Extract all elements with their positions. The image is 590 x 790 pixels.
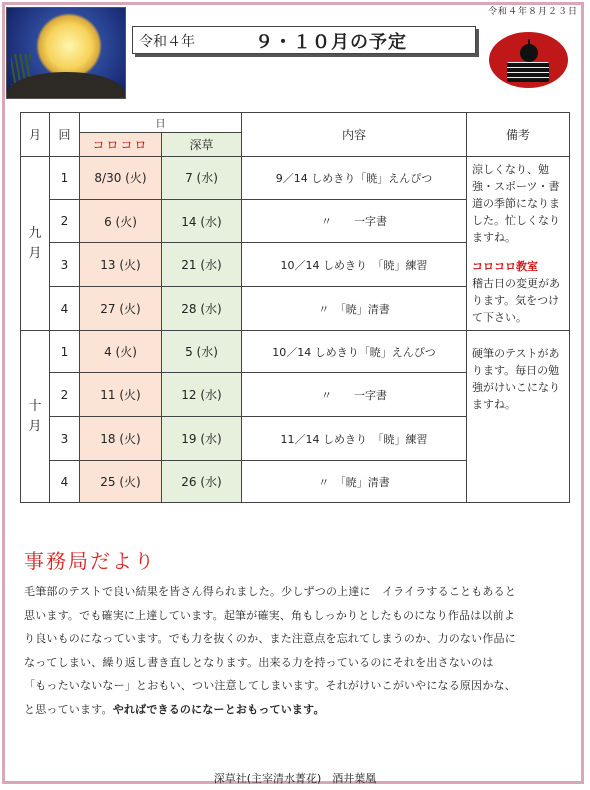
news-body <box>24 580 584 721</box>
header-shin: 深草 <box>162 133 242 157</box>
issue-date: 令和４年８月２３日 <box>487 7 578 17</box>
title-year: 令和４年 <box>139 34 195 50</box>
news-line-last: と思っています。やればできるのになーとおもっています。 <box>24 702 325 716</box>
header-month: 月 <box>21 113 50 157</box>
news-line: り良いものになっています。でも力を抜くのか、また注意点を忘れてしまうのか、力のない作品に <box>24 632 516 645</box>
notes-highlight: コロコロ教室 <box>472 260 538 273</box>
table-row: 3 13 (火) 21 (水) 10／14 しめきり 「暁」練習 <box>21 243 570 287</box>
news-line: 毛筆部のテストで良い結果を皆さん得られました。少しずつの上達に イライラすることもあると <box>24 585 517 598</box>
notes-october: 硬筆のテストがあります。毎日の勉強がけいこになりますね。 <box>467 331 570 503</box>
table-row: 3 18 (火) 19 (水) 11／14 しめきり 「暁」練習 <box>21 417 570 461</box>
news-heading: 事務局だより <box>24 549 156 573</box>
header-content: 内容 <box>242 113 467 157</box>
header-day: 日 <box>80 113 242 133</box>
news-line: 思います。でも確実に上達しています。起筆が確実、角もしっかりとしたものになり作品は以前よ <box>24 608 516 622</box>
news-line: なってしまい、繰り返し書き直しとなります。出来る力を持っているのにそれを出さないのは <box>24 655 494 669</box>
header-koro: コロコロ <box>80 133 162 157</box>
table-row: 九 月 1 8/30 (火) 7 (水) 9／14 しめきり「暁」えんぴつ 涼しくなり、勉強・スポーツ・書道の季節になりました。忙しくなりますね。 コロコロ教室 稽古日の変更があります。気をつけて下さい。 <box>21 157 570 200</box>
signature: 深草社(主宰清水菁花) 酒井葉凰 <box>213 772 377 785</box>
moon-illustration <box>6 7 126 99</box>
books-icon <box>507 62 549 82</box>
apple-icon <box>520 44 538 62</box>
month-oct: 十 月 <box>21 331 50 503</box>
table-row: 2 11 (火) 12 (水) 〃 一字書 <box>21 373 570 417</box>
notes-september: 涼しくなり、勉強・スポーツ・書道の季節になりました。忙しくなりますね。 コロコロ教室 稽古日の変更があります。気をつけて下さい。 <box>467 157 570 331</box>
news-emphasis: やればできるのになーとおもっています。 <box>112 702 325 716</box>
title-months: ９・１０月の予定 <box>255 32 407 53</box>
page-title <box>132 26 476 54</box>
month-sep: 九 月 <box>21 157 50 331</box>
table-row: 4 25 (火) 26 (水) 〃 「暁」清書 <box>21 461 570 503</box>
apple-books-logo <box>489 32 568 88</box>
table-row: 4 27 (火) 28 (水) 〃 「暁」清書 <box>21 287 570 331</box>
header-notes: 備考 <box>467 113 570 157</box>
table-row: 2 6 (火) 14 (水) 〃 一字書 <box>21 199 570 243</box>
news-line: 「もったいないなー」とおもい、つい注意してしまいます。それがけいこがいやになる原因かな、 <box>24 679 516 692</box>
schedule-table <box>20 112 570 503</box>
table-row: 十 月 1 4 (火) 5 (水) 10／14 しめきり「暁」えんぴつ 硬筆のテストがあります。毎日の勉強がけいこになりますね。 <box>21 331 570 373</box>
header-session: 回 <box>50 113 80 157</box>
